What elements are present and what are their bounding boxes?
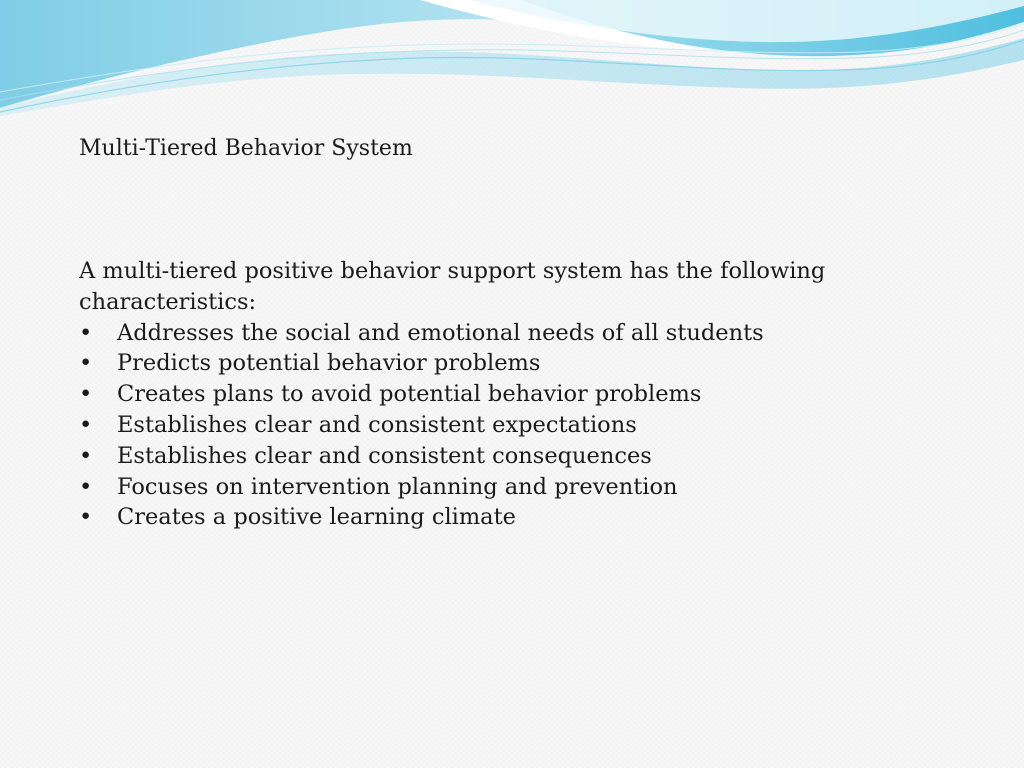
bullet-dot-icon: • — [79, 350, 93, 377]
slide-body — [79, 256, 839, 533]
list-item — [79, 348, 839, 379]
list-item-text: Creates a positive learning climate — [117, 504, 516, 531]
bullet-dot-icon: • — [79, 473, 93, 500]
characteristics-list — [79, 318, 839, 534]
bullet-dot-icon: • — [79, 381, 93, 408]
list-item — [79, 410, 839, 441]
bullet-dot-icon: • — [79, 504, 93, 531]
bullet-dot-icon: • — [79, 442, 93, 469]
list-item — [79, 441, 839, 472]
list-item-text: Establishes clear and consistent expectations — [117, 411, 637, 438]
list-item-text: Predicts potential behavior problems — [117, 350, 541, 377]
intro-text: A multi-tiered positive behavior support system has the following characteristics: — [79, 258, 826, 315]
wave-header-decoration — [0, 0, 1024, 130]
list-item-text: Establishes clear and consistent consequences — [117, 442, 652, 469]
list-item-text: Addresses the social and emotional needs of all students — [117, 319, 764, 346]
bullet-dot-icon: • — [79, 411, 93, 438]
list-item — [79, 379, 839, 410]
list-item — [79, 472, 839, 503]
bullet-dot-icon: • — [79, 319, 93, 346]
slide-title: Multi-Tiered Behavior System — [79, 136, 413, 161]
list-item-text: Creates plans to avoid potential behavior problems — [117, 381, 702, 408]
list-item-text: Focuses on intervention planning and prevention — [117, 473, 678, 500]
list-item — [79, 502, 839, 533]
list-item — [79, 318, 839, 349]
